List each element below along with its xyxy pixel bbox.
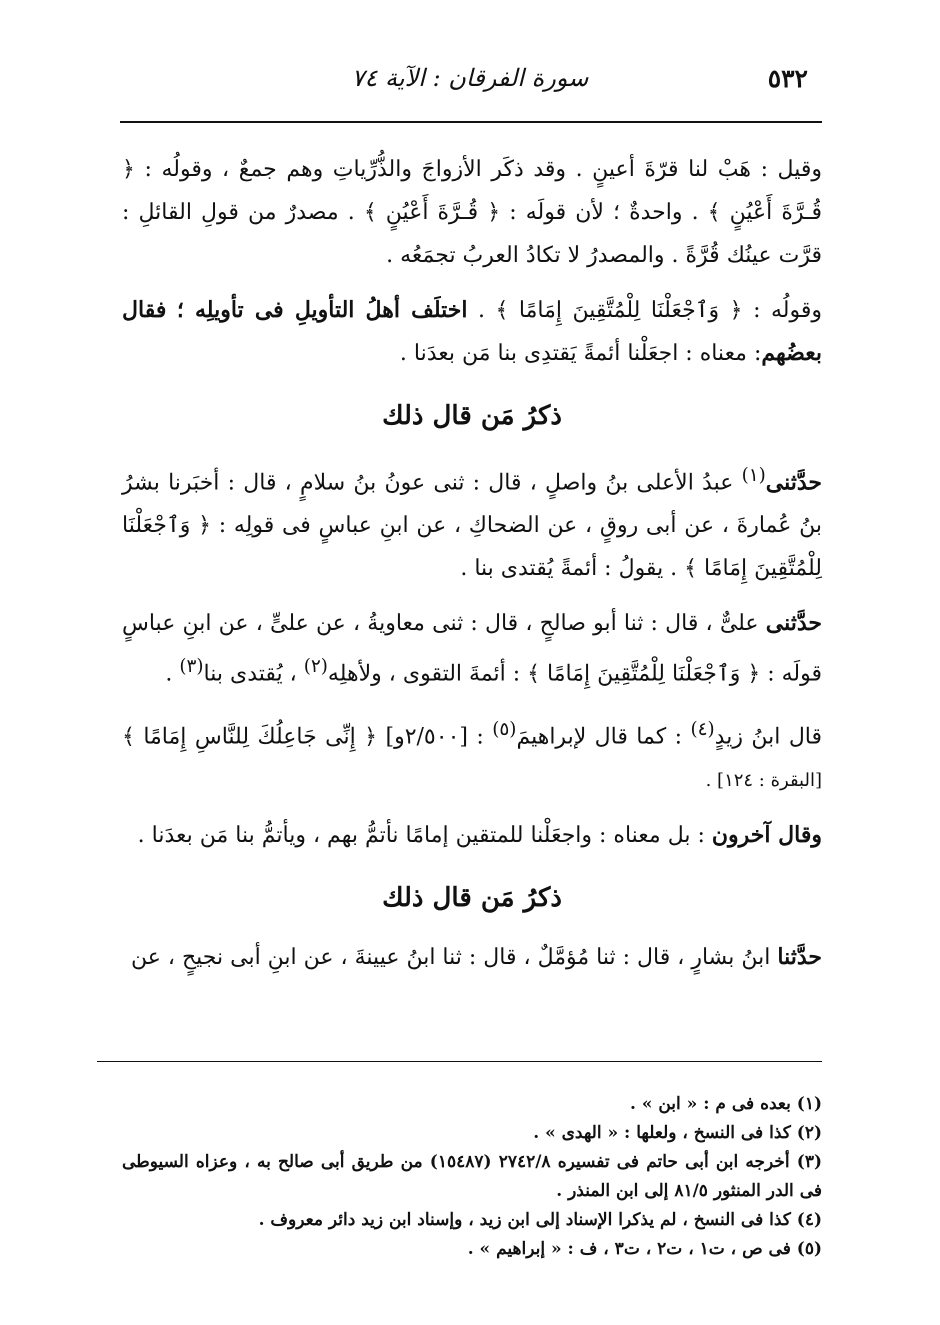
paragraph-4-text-2: ، يُقتدى بنا [203,661,304,687]
paragraph-7-text: ابنُ بشارٍ ، قال : ثنا مُؤمَّلٌ ، قال : ثنا ابنُ عيينةَ ، عن ابنِ أبى نجيحٍ ، عن [131,944,778,970]
running-header [120,58,820,98]
paragraph-2-text: : معناه : اجعَلْنا أئمةً يَقتدِى بنا مَن بعدَنا . [399,341,762,366]
footnote-1: (١) بعده فى م : « ابن » . [629,1094,822,1114]
paragraph-5-text-2: : كما قال لإبراهيمَ [516,723,691,749]
footnote-ref-2: (٢) [303,656,328,678]
quran-citation: [البقرة : ١٢٤] . [705,769,822,791]
paragraph-7 [122,936,822,979]
paragraph-4-lead: حدَّثنى [765,610,822,637]
paragraph-6 [122,814,822,857]
section-heading-1: ذكرُ مَن قال ذلك [382,401,562,431]
paragraph-2-quote: وقولُه : ﴿ وَٱجْعَلْنَا لِلْمُتَّقِينَ إِمَامًا ﴾ . [478,298,822,323]
paragraph-4-text-1: علىٌّ ، قال : ثنا أبو صالحٍ ، قال : ثنى معاويةُ ، عن علىٍّ ، عن ابنِ عباسٍ قولَه : ﴿ وَٱجْعَلْنَا لِلْمُتَّقِينَ إِمَامًا ﴾ : أئمةَ التقوى ، ولأهلِه [122,611,822,687]
paragraph-3 [122,454,822,590]
running-title: سورة الفرقان : الآية ٧٤ [351,64,589,92]
paragraph-7-lead: حدَّثنا [777,943,822,970]
footnote-ref-4: (٤) [690,718,715,740]
paragraph-3-lead: حدَّثنى [765,469,822,496]
footnote-rule [97,1061,822,1062]
paragraph-5-text-3: : [٢/٥٠٠و] ﴿ إِنِّى جَاعِلُكَ لِلنَّاسِ إِمَامًا ﴾ [122,723,493,749]
page-number: ٥٣٢ [767,64,808,93]
footnote-5: (٥) فى ص ، ت١ ، ت٢ ، ت٣ ، ف : « إبراهيم » . [467,1239,822,1259]
paragraph-5-text-1: قال ابنُ زيدٍ [714,723,823,749]
paragraph-4-text-3: . [165,661,180,687]
footnote-ref-1: (١) [741,465,766,486]
footnote-ref-3: (٣) [179,656,204,678]
footnote-4: (٤) كذا فى النسخ ، لم يذكرا الإسناد إلى ابن زيد ، وإسناد ابن زيد دائر معروف . [258,1210,822,1230]
footnote-3: (٣) أخرجه ابن أبى حاتم فى تفسيره ٢٧٤٢/٨ (١٥٤٨٧) من طريق أبى صالح به ، وعزاه السيوطى فى الدر المنثور ٨١/٥ إلى ابن المنذر . [122,1152,822,1201]
footnote-ref-5: (٥) [492,718,517,740]
paragraph-2-bold-1: اختلَف أهلُ التأويلِ فى تأويلِه ؛ [176,297,468,323]
header-rule [120,121,822,123]
paragraph-4 [122,602,822,695]
paragraph-6-text: : بل معناه : واجعَلْنا للمتقين إمامًا نأتمُّ بهم ، ويأتمُّ بنا مَن بعدَنا . [137,822,712,848]
main-text [122,148,822,979]
paragraph-5 [122,708,822,802]
paragraph-2 [122,289,822,375]
paragraph-3-text: عبدُ الأعلى بنُ واصلٍ ، قال : ثنى عونُ بنُ سلامٍ ، قال : أخبَرنا بشرُ بنُ عُمارةَ ، عن أبى روقٍ ، عن الضحاكِ ، عن ابنِ عباسٍ فى قولِه : ﴿ وَٱجْعَلْنَا لِلْمُتَّقِينَ إِمَامًا ﴾ . يقولُ : أئمةً يُقتدى بنا . [122,470,822,582]
paragraph-1: وقيل : هَبْ لنا قرّةَ أعينٍ . وقد ذكَر الأزواجَ والذُّرِّياتِ وهم جمعٌ ، وقولُه : ﴿ قُـرَّةَ أَعْيُنٍ ﴾ . واحدةٌ ؛ لأن قولَه : ﴿ قُـرَّةَ أَعْيُنٍ ﴾ . مصدرٌ من قولِ القائلِ : قرَّت عينُك قُرَّةً . والمصدرُ لا تكادُ العربُ تجمَعُه . [122,157,822,268]
footnotes [122,1090,822,1264]
footnote-2: (٢) كذا فى النسخ ، ولعلها : « الهدى » . [533,1123,822,1143]
section-heading-2: ذكرُ مَن قال ذلك [382,882,562,913]
paragraph-6-lead: وقال آخرون [711,821,822,848]
paragraph-2-bold-2: فقال بعضُهم [122,297,822,366]
